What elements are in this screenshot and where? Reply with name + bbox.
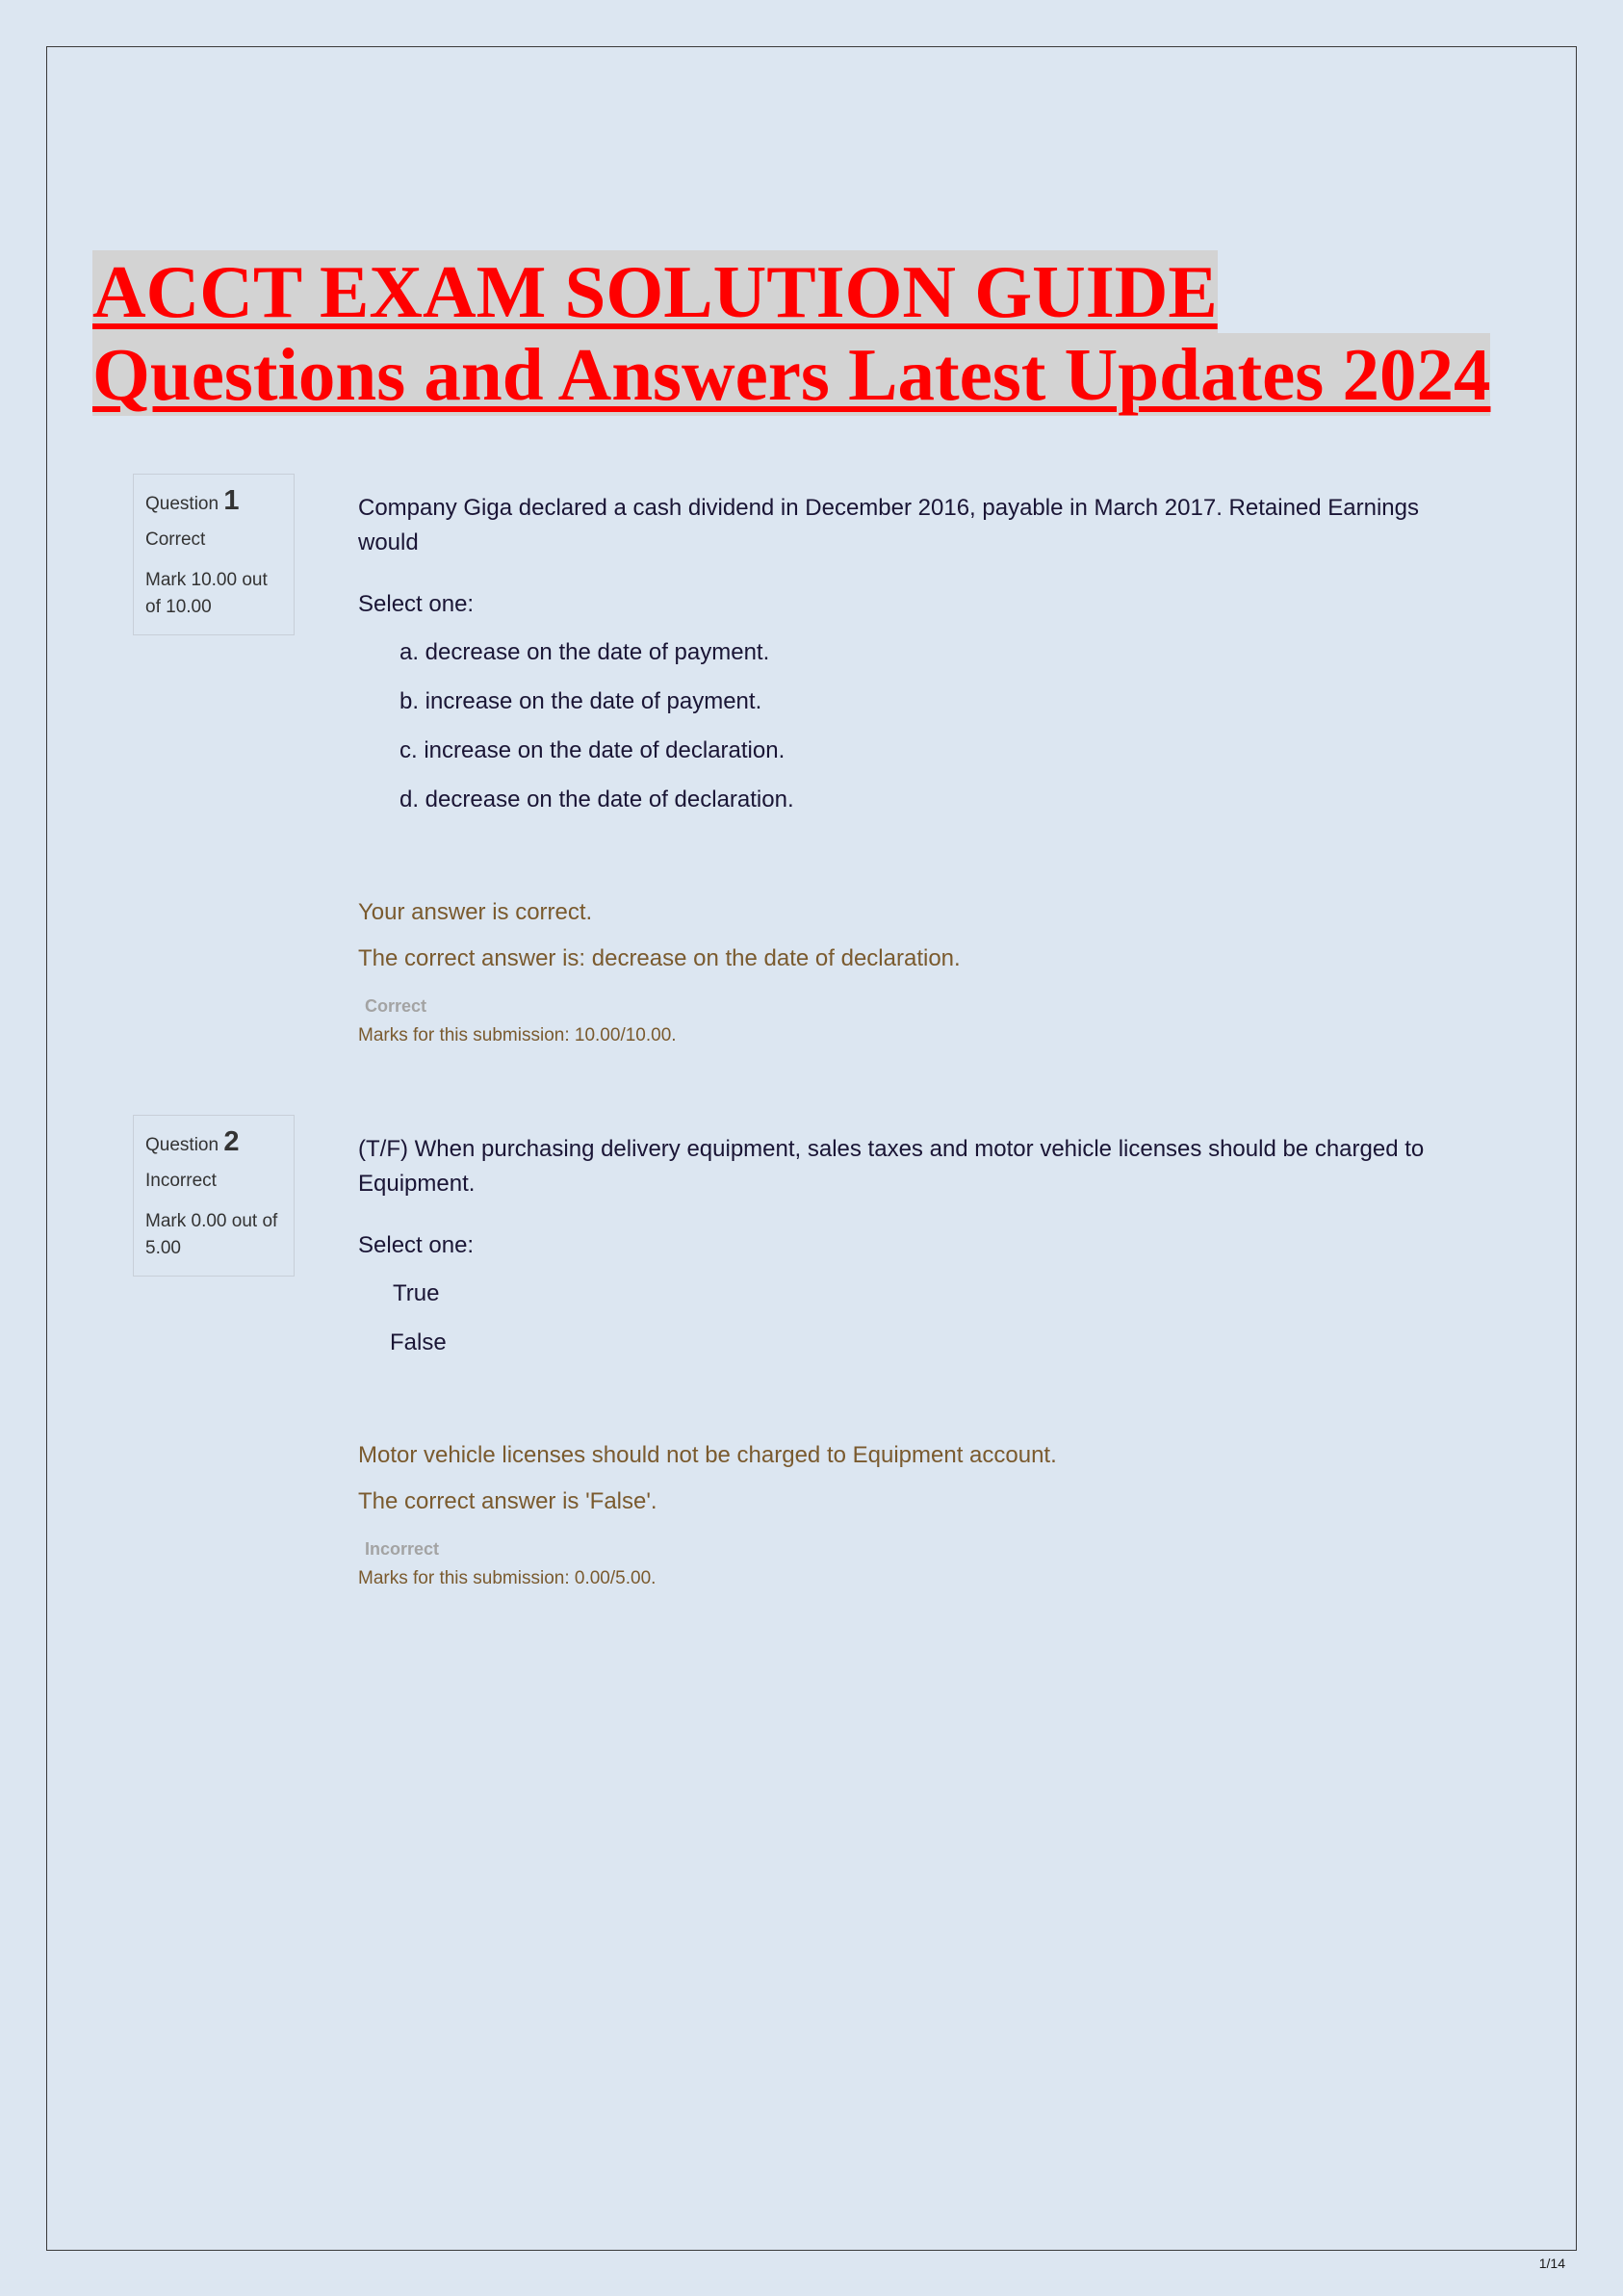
answer-option-false[interactable]: False: [390, 1329, 447, 1355]
question-1-content: [358, 491, 1465, 1053]
grade-label: Incorrect: [365, 1539, 440, 1559]
question-2-content: [358, 1132, 1465, 1596]
answer-options: [358, 628, 1465, 824]
question-number: 2: [223, 1126, 240, 1157]
question-mark: Mark 0.00 out of 5.00: [145, 1211, 278, 1258]
question-text: (T/F) When purchasing delivery equipment, sales taxes and motor vehicle licenses should be charged to Equipment.: [358, 1136, 1425, 1197]
question-number: 1: [223, 485, 240, 516]
question-state: Correct: [145, 529, 206, 550]
question-text: Company Giga declared a cash dividend in December 2016, payable in March 2017. Retained Earnings would: [358, 495, 1419, 555]
answer-options: [358, 1269, 1465, 1367]
marks-submission: Marks for this submission: 10.00/10.00.: [358, 1025, 677, 1045]
document-title-text: ACCT EXAM SOLUTION GUIDE Questions and Answers Latest Updates 2024: [92, 250, 1491, 416]
correct-answer-text: The correct answer is: decrease on the date of declaration.: [358, 945, 961, 971]
marks-submission: Marks for this submission: 0.00/5.00.: [358, 1568, 657, 1588]
feedback-text: Your answer is correct.: [358, 899, 593, 925]
answer-option-true[interactable]: True: [393, 1280, 440, 1306]
correct-answer-text: The correct answer is 'False'.: [358, 1488, 657, 1514]
select-one-label: Select one:: [358, 591, 475, 617]
question-1-number-line: [145, 484, 282, 521]
feedback-text: Motor vehicle licenses should not be charged to Equipment account.: [358, 1442, 1057, 1468]
select-one-label: Select one:: [358, 1232, 475, 1258]
answer-option-b[interactable]: b. increase on the date of payment.: [399, 688, 762, 714]
answer-option-a[interactable]: a. decrease on the date of payment.: [399, 639, 770, 665]
answer-option-c[interactable]: c. increase on the date of declaration.: [399, 737, 786, 763]
question-mark: Mark 10.00 out of 10.00: [145, 570, 268, 617]
question-2-info: [133, 1115, 295, 1277]
question-label: Question: [145, 494, 219, 514]
question-state: Incorrect: [145, 1171, 217, 1191]
grade-label: Correct: [365, 996, 427, 1016]
question-2-number-line: [145, 1125, 282, 1162]
answer-option-d[interactable]: d. decrease on the date of declaration.: [399, 787, 794, 813]
question-1-info: [133, 474, 295, 635]
document-title: [92, 250, 1536, 416]
page-number: 1/14: [1538, 2256, 1565, 2271]
question-label: Question: [145, 1135, 219, 1155]
